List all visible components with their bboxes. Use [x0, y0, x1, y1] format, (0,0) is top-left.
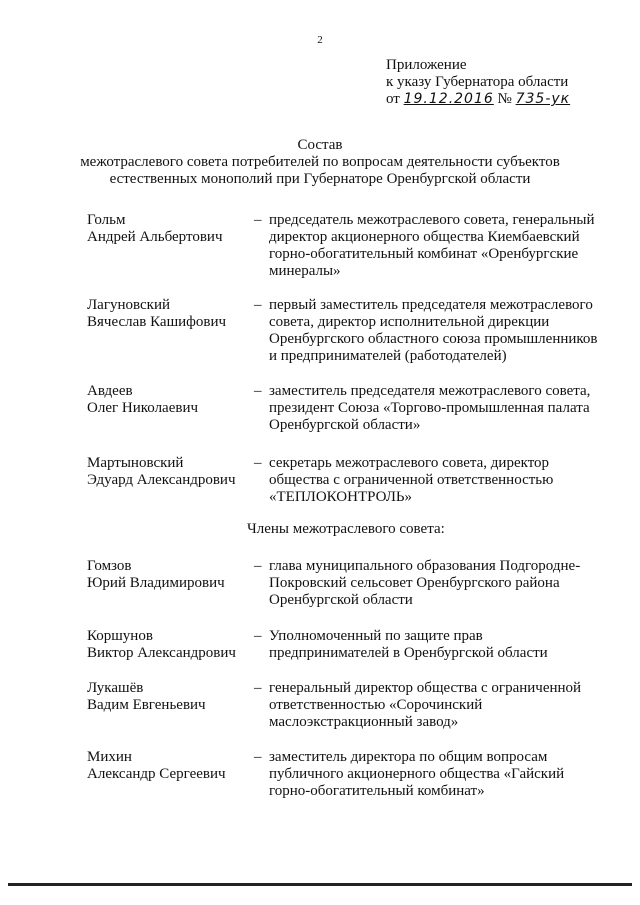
member-given-names: Олег Николаевич — [87, 400, 199, 416]
member-name — [87, 383, 252, 417]
member-role — [269, 558, 614, 609]
dash: – — [254, 628, 262, 644]
role-line: президент Союза «Торгово-промышленная палата — [269, 400, 590, 416]
member-role — [269, 297, 614, 365]
role-line: глава муниципального образования Подгородне- — [269, 558, 581, 574]
member-name — [87, 680, 252, 714]
number-label: № — [497, 91, 512, 107]
role-line: горно-обогатительный комбинат «Оренбургские — [269, 246, 579, 262]
dash: – — [254, 680, 262, 696]
member-given-names: Эдуард Александрович — [87, 472, 236, 488]
dash: – — [254, 749, 262, 765]
title-line-1: Состав — [297, 137, 343, 153]
role-line: горно-обогатительный комбинат» — [269, 783, 485, 799]
decree-date: 19.12.2016 — [403, 91, 494, 107]
member-surname: Гольм — [87, 212, 126, 228]
member-name — [87, 749, 252, 783]
role-line: совета, директор исполнительной дирекции — [269, 314, 550, 330]
bottom-rule — [8, 883, 632, 886]
role-line: «ТЕПЛОКОНТРОЛЬ» — [269, 489, 413, 505]
member-given-names: Вадим Евгеньевич — [87, 697, 206, 713]
from-label: от — [386, 91, 400, 107]
role-line: председатель межотраслевого совета, генеральный — [269, 212, 595, 228]
member-surname: Авдеев — [87, 383, 133, 399]
member-given-names: Юрий Владимирович — [87, 575, 225, 591]
member-role — [269, 749, 614, 800]
appendix-title: Приложение — [386, 57, 467, 73]
dash: – — [254, 212, 262, 228]
member-role — [269, 212, 614, 280]
title-line-3: естественных монополий при Губернаторе Оренбургской области — [109, 171, 531, 187]
member-role — [269, 455, 614, 506]
member-surname: Гомзов — [87, 558, 132, 574]
dash: – — [254, 383, 262, 399]
role-line: предпринимателей в Оренбургской области — [269, 645, 548, 661]
role-line: первый заместитель председателя межотраслевого — [269, 297, 593, 313]
role-line: Оренбургской области» — [269, 417, 421, 433]
role-line: директор акционерного общества Киембаевский — [269, 229, 580, 245]
role-line: заместитель председателя межотраслевого совета, — [269, 383, 591, 399]
member-surname: Лагуновский — [87, 297, 171, 313]
member-given-names: Александр Сергеевич — [87, 766, 226, 782]
member-name — [87, 297, 252, 331]
role-line: Оренбургского областного союза промышленников — [269, 331, 598, 347]
member-name — [87, 628, 252, 662]
member-role — [269, 680, 614, 731]
member-name — [87, 558, 252, 592]
role-line: Оренбургской области — [269, 592, 413, 608]
page-number: 2 — [317, 34, 323, 46]
member-surname: Лукашёв — [87, 680, 144, 696]
dash: – — [254, 297, 262, 313]
member-surname: Михин — [87, 749, 132, 765]
title-line-2: межотраслевого совета потребителей по вопросам деятельности субъектов — [80, 154, 560, 170]
member-surname: Коршунов — [87, 628, 153, 644]
member-name — [87, 455, 252, 489]
role-line: общества с ограниченной ответственностью — [269, 472, 554, 488]
role-line: Покровский сельсовет Оренбургского района — [269, 575, 560, 591]
appendix-decree-ref: к указу Губернатора области — [386, 74, 569, 90]
member-given-names: Андрей Альбертович — [87, 229, 223, 245]
member-surname: Мартыновский — [87, 455, 184, 471]
role-line: минералы» — [269, 263, 341, 279]
decree-number: 735-ук — [515, 91, 571, 107]
appendix-date-line — [386, 91, 570, 108]
role-line: генеральный директор общества с ограниченной — [269, 680, 582, 696]
role-line: публичного акционерного общества «Гайский — [269, 766, 565, 782]
dash: – — [254, 558, 262, 574]
appendix-header — [386, 57, 570, 108]
document-title — [0, 137, 640, 188]
role-line: заместитель директора по общим вопросам — [269, 749, 548, 765]
role-line: маслоэкстракционный завод» — [269, 714, 459, 730]
member-role — [269, 383, 614, 434]
role-line: секретарь межотраслевого совета, директор — [269, 455, 550, 471]
role-line: Уполномоченный по защите прав — [269, 628, 483, 644]
member-role — [269, 628, 614, 662]
member-given-names: Вячеслав Кашифович — [87, 314, 227, 330]
member-given-names: Виктор Александрович — [87, 645, 236, 661]
section-title: Члены межотраслевого совета: — [247, 521, 445, 537]
dash: – — [254, 455, 262, 471]
member-name — [87, 212, 252, 246]
role-line: и предпринимателей (работодателей) — [269, 348, 507, 364]
role-line: ответственностью «Сорочинский — [269, 697, 483, 713]
